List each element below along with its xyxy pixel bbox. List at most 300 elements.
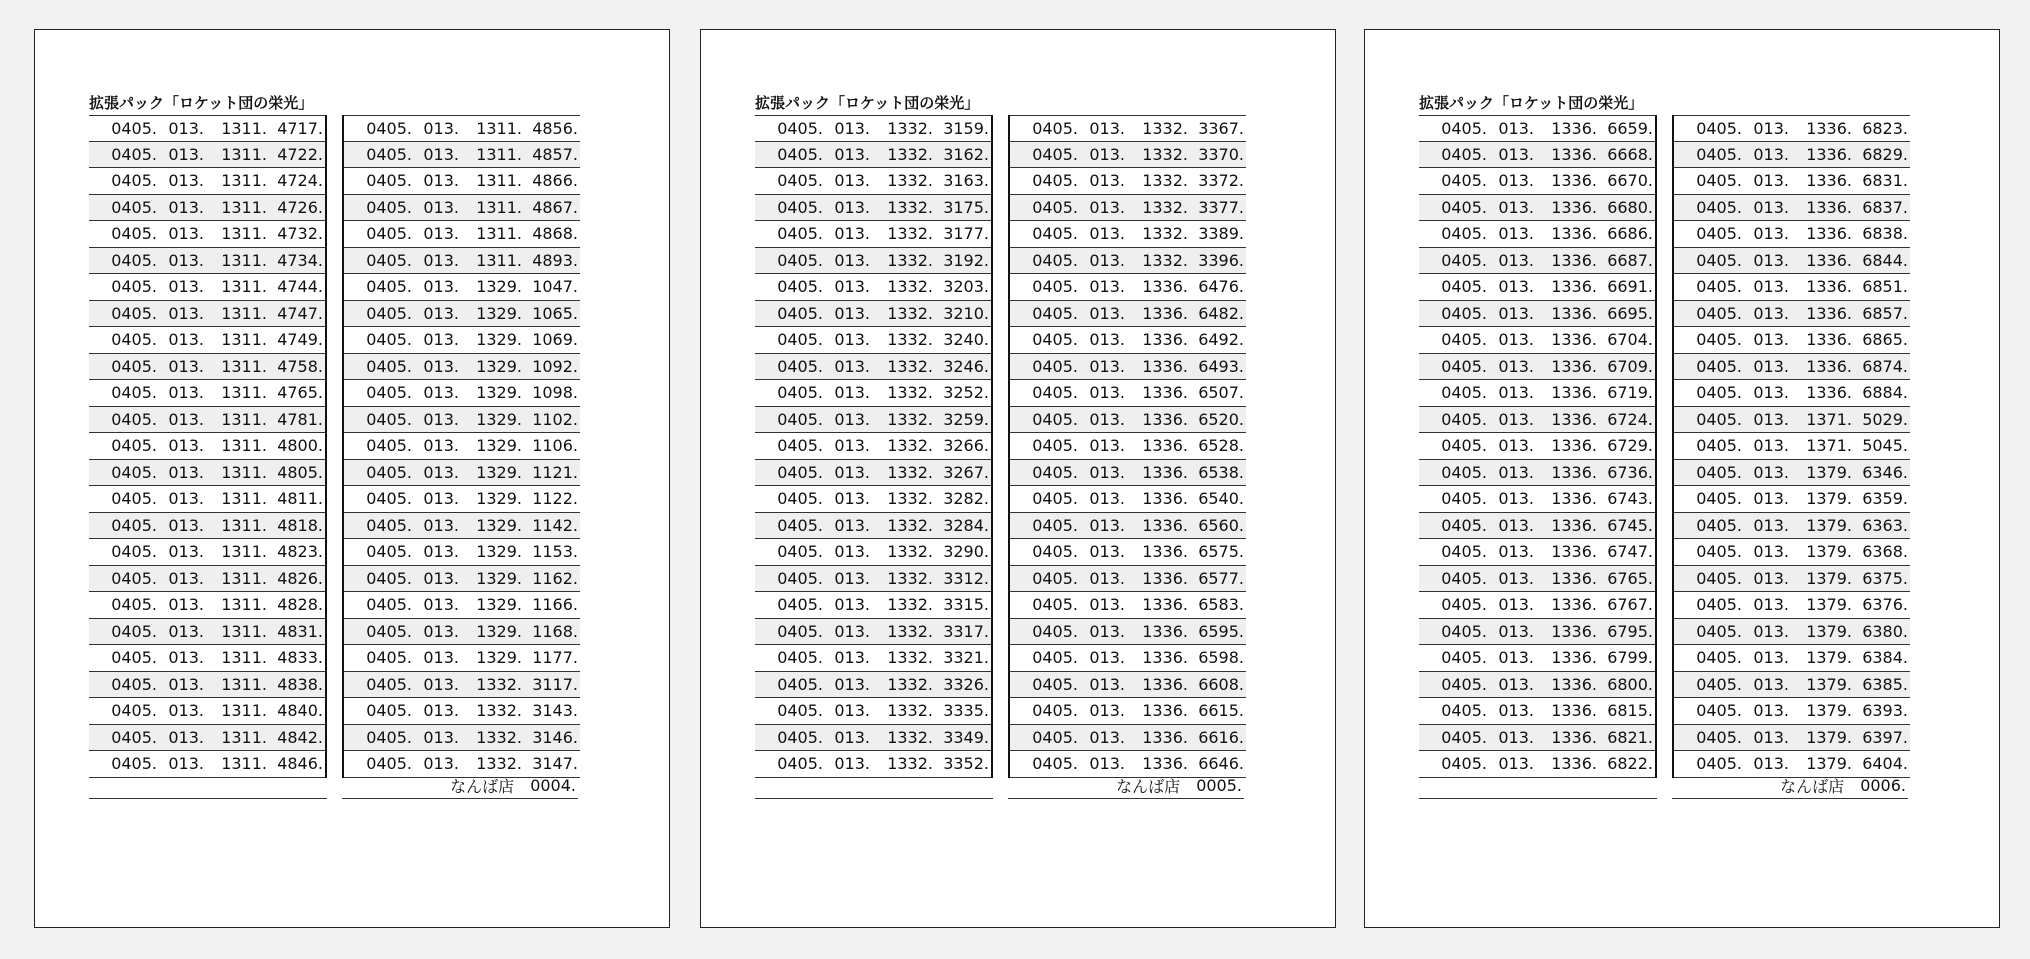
table-row	[89, 486, 325, 513]
code-segment-3: 1336.	[1551, 727, 1597, 747]
code-segment-4: 3240.	[943, 330, 989, 350]
code-segment-1: 0405.	[1696, 144, 1742, 164]
table-row	[1674, 592, 1910, 619]
table-row	[89, 248, 325, 275]
code-segment-1: 0405.	[1032, 171, 1078, 191]
code-segment-2: 013.	[834, 250, 870, 270]
code-segment-4: 1168.	[532, 621, 578, 641]
code-segment-1: 0405.	[366, 330, 412, 350]
code-segment-4: 6375.	[1862, 568, 1908, 588]
code-segment-1: 0405.	[777, 409, 823, 429]
code-segment-2: 013.	[168, 621, 204, 641]
table-row	[89, 725, 325, 752]
code-segment-2: 013.	[834, 356, 870, 376]
code-segment-4: 6615.	[1198, 701, 1244, 721]
code-segment-2: 013.	[168, 568, 204, 588]
code-segment-3: 1336.	[1142, 277, 1188, 297]
code-segment-2: 013.	[1753, 674, 1789, 694]
table-row	[1674, 301, 1910, 328]
code-segment-3: 1332.	[887, 542, 933, 562]
code-segment-1: 0405.	[1441, 621, 1487, 641]
code-segment-1: 0405.	[1696, 197, 1742, 217]
table-row	[89, 407, 325, 434]
code-segment-4: 1153.	[532, 542, 578, 562]
code-segment-4: 1047.	[532, 277, 578, 297]
code-segment-3: 1311.	[221, 515, 267, 535]
code-segment-3: 1332.	[887, 330, 933, 350]
code-segment-4: 6346.	[1862, 462, 1908, 482]
sheet-page	[34, 29, 670, 928]
code-segment-2: 013.	[423, 409, 459, 429]
code-segment-4: 4857.	[532, 144, 578, 164]
code-segment-4: 6598.	[1198, 648, 1244, 668]
table-column-left	[1419, 115, 1657, 778]
table-row	[1419, 354, 1655, 381]
code-segment-1: 0405.	[1032, 595, 1078, 615]
code-segment-1: 0405.	[1696, 303, 1742, 323]
code-segment-2: 013.	[1753, 595, 1789, 615]
code-segment-3: 1332.	[887, 197, 933, 217]
code-segment-4: 3326.	[943, 674, 989, 694]
table-row	[1419, 539, 1655, 566]
code-segment-4: 6476.	[1198, 277, 1244, 297]
code-segment-1: 0405.	[366, 250, 412, 270]
code-segment-2: 013.	[1498, 250, 1534, 270]
code-segment-1: 0405.	[111, 754, 157, 774]
code-segment-4: 6691.	[1607, 277, 1653, 297]
code-segment-4: 3312.	[943, 568, 989, 588]
code-segment-3: 1336.	[1806, 383, 1852, 403]
code-segment-2: 013.	[834, 224, 870, 244]
table-row	[1010, 566, 1246, 593]
table-row	[755, 115, 991, 142]
code-segment-4: 3162.	[943, 144, 989, 164]
table-row	[344, 327, 580, 354]
code-segment-4: 6724.	[1607, 409, 1653, 429]
table-row	[1419, 486, 1655, 513]
code-segment-4: 3367.	[1198, 118, 1244, 138]
code-segment-2: 013.	[1753, 250, 1789, 270]
code-segment-3: 1336.	[1142, 754, 1188, 774]
code-segment-3: 1329.	[476, 542, 522, 562]
code-segment-2: 013.	[168, 303, 204, 323]
code-segment-2: 013.	[168, 409, 204, 429]
code-segment-4: 3282.	[943, 489, 989, 509]
code-segment-1: 0405.	[366, 568, 412, 588]
code-segment-1: 0405.	[366, 144, 412, 164]
code-segment-4: 3210.	[943, 303, 989, 323]
code-segment-2: 013.	[834, 701, 870, 721]
table-row	[1674, 354, 1910, 381]
table-row	[344, 221, 580, 248]
code-segment-3: 1336.	[1806, 250, 1852, 270]
table-row	[1010, 698, 1246, 725]
code-segment-2: 013.	[423, 383, 459, 403]
code-segment-1: 0405.	[777, 224, 823, 244]
code-segment-4: 4840.	[277, 701, 323, 721]
code-segment-2: 013.	[1753, 542, 1789, 562]
code-segment-2: 013.	[1498, 197, 1534, 217]
code-segment-1: 0405.	[111, 171, 157, 191]
table-row	[1674, 380, 1910, 407]
code-segment-4: 4722.	[277, 144, 323, 164]
code-segment-1: 0405.	[1441, 356, 1487, 376]
code-segment-2: 013.	[834, 436, 870, 456]
code-segment-4: 3349.	[943, 727, 989, 747]
code-segment-1: 0405.	[1441, 409, 1487, 429]
code-segment-1: 0405.	[1441, 489, 1487, 509]
table-row	[1010, 221, 1246, 248]
table-row	[89, 566, 325, 593]
code-segment-3: 1311.	[221, 674, 267, 694]
code-segment-1: 0405.	[777, 250, 823, 270]
table-row	[1419, 168, 1655, 195]
code-segment-4: 6404.	[1862, 754, 1908, 774]
code-segment-3: 1379.	[1806, 568, 1852, 588]
code-segment-3: 1332.	[887, 383, 933, 403]
table-row	[1010, 672, 1246, 699]
code-segment-4: 6577.	[1198, 568, 1244, 588]
code-segment-4: 4828.	[277, 595, 323, 615]
code-segment-3: 1336.	[1142, 462, 1188, 482]
code-segment-3: 1332.	[887, 674, 933, 694]
code-segment-1: 0405.	[366, 303, 412, 323]
code-segment-3: 1336.	[1142, 515, 1188, 535]
table-row	[1674, 566, 1910, 593]
code-segment-3: 1311.	[476, 118, 522, 138]
code-segment-3: 1336.	[1806, 356, 1852, 376]
table-row	[344, 380, 580, 407]
code-segment-4: 6583.	[1198, 595, 1244, 615]
code-segment-4: 6363.	[1862, 515, 1908, 535]
code-segment-4: 5045.	[1862, 436, 1908, 456]
code-segment-4: 6874.	[1862, 356, 1908, 376]
table-row	[755, 407, 991, 434]
code-segment-3: 1332.	[887, 356, 933, 376]
table-row	[1010, 142, 1246, 169]
table-row	[755, 142, 991, 169]
table-row	[344, 539, 580, 566]
store-name: なんば店	[1116, 776, 1181, 796]
code-segment-1: 0405.	[1441, 224, 1487, 244]
table-row	[755, 248, 991, 275]
code-segment-2: 013.	[1753, 462, 1789, 482]
code-segment-3: 1329.	[476, 383, 522, 403]
code-segment-4: 4744.	[277, 277, 323, 297]
code-segment-4: 6829.	[1862, 144, 1908, 164]
code-segment-3: 1336.	[1142, 568, 1188, 588]
code-segment-2: 013.	[423, 277, 459, 297]
code-segment-4: 6729.	[1607, 436, 1653, 456]
code-segment-3: 1379.	[1806, 542, 1852, 562]
code-segment-3: 1336.	[1142, 621, 1188, 641]
code-segment-1: 0405.	[111, 515, 157, 535]
code-segment-4: 4781.	[277, 409, 323, 429]
table-row	[1010, 380, 1246, 407]
code-segment-4: 3175.	[943, 197, 989, 217]
code-segment-1: 0405.	[111, 303, 157, 323]
table-row	[755, 566, 991, 593]
table-row	[344, 513, 580, 540]
table-row	[1674, 460, 1910, 487]
code-segment-4: 6359.	[1862, 489, 1908, 509]
code-segment-1: 0405.	[777, 171, 823, 191]
code-segment-2: 013.	[1753, 489, 1789, 509]
table-row	[755, 274, 991, 301]
code-segment-1: 0405.	[366, 515, 412, 535]
table-row	[1674, 433, 1910, 460]
code-segment-1: 0405.	[111, 330, 157, 350]
table-row	[1010, 592, 1246, 619]
code-segment-1: 0405.	[777, 144, 823, 164]
code-segment-3: 1379.	[1806, 595, 1852, 615]
table-row	[1674, 539, 1910, 566]
code-segment-3: 1311.	[221, 118, 267, 138]
code-segment-1: 0405.	[777, 674, 823, 694]
code-segment-4: 1177.	[532, 648, 578, 668]
code-segment-2: 013.	[834, 621, 870, 641]
code-segment-2: 013.	[423, 171, 459, 191]
code-segment-4: 6668.	[1607, 144, 1653, 164]
code-segment-2: 013.	[423, 436, 459, 456]
code-segment-2: 013.	[423, 674, 459, 694]
code-segment-3: 1336.	[1142, 436, 1188, 456]
code-segment-1: 0405.	[777, 648, 823, 668]
code-segment-2: 013.	[168, 171, 204, 191]
code-segment-2: 013.	[1089, 303, 1125, 323]
code-segment-2: 013.	[1498, 568, 1534, 588]
code-segment-2: 013.	[168, 356, 204, 376]
table-row	[344, 248, 580, 275]
code-segment-4: 3377.	[1198, 197, 1244, 217]
code-segment-2: 013.	[1089, 118, 1125, 138]
table-row	[344, 645, 580, 672]
code-segment-1: 0405.	[1032, 727, 1078, 747]
code-segment-3: 1329.	[476, 356, 522, 376]
code-segment-2: 013.	[423, 303, 459, 323]
code-segment-2: 013.	[1753, 144, 1789, 164]
code-segment-4: 3266.	[943, 436, 989, 456]
table-row	[1010, 407, 1246, 434]
table-row	[89, 195, 325, 222]
code-segment-3: 1336.	[1142, 701, 1188, 721]
code-segment-4: 4868.	[532, 224, 578, 244]
code-segment-3: 1336.	[1551, 330, 1597, 350]
page-title: 拡張パック「ロケット団の栄光」	[89, 94, 314, 112]
code-segment-1: 0405.	[1032, 330, 1078, 350]
code-segment-3: 1336.	[1551, 118, 1597, 138]
code-segment-1: 0405.	[1032, 436, 1078, 456]
table-row	[1010, 645, 1246, 672]
code-segment-1: 0405.	[1696, 568, 1742, 588]
code-segment-1: 0405.	[1441, 648, 1487, 668]
table-row	[1674, 327, 1910, 354]
table-row	[89, 274, 325, 301]
code-segment-4: 6670.	[1607, 171, 1653, 191]
code-segment-1: 0405.	[1696, 674, 1742, 694]
table-row	[344, 433, 580, 460]
code-segment-1: 0405.	[366, 674, 412, 694]
code-segment-2: 013.	[423, 356, 459, 376]
code-segment-3: 1329.	[476, 489, 522, 509]
table-row	[755, 433, 991, 460]
code-segment-1: 0405.	[366, 754, 412, 774]
code-segment-4: 4800.	[277, 436, 323, 456]
code-segment-3: 1311.	[476, 224, 522, 244]
code-segment-2: 013.	[834, 727, 870, 747]
code-segment-4: 3159.	[943, 118, 989, 138]
code-segment-2: 013.	[834, 277, 870, 297]
code-segment-3: 1311.	[476, 171, 522, 191]
code-segment-4: 6540.	[1198, 489, 1244, 509]
table-row	[1419, 645, 1655, 672]
code-segment-4: 6616.	[1198, 727, 1244, 747]
code-segment-2: 013.	[1089, 621, 1125, 641]
code-segment-2: 013.	[168, 330, 204, 350]
page-title: 拡張パック「ロケット団の栄光」	[755, 94, 980, 112]
code-segment-1: 0405.	[1441, 462, 1487, 482]
code-segment-3: 1379.	[1806, 648, 1852, 668]
code-segment-2: 013.	[1089, 754, 1125, 774]
code-segment-2: 013.	[423, 197, 459, 217]
page-code: 0004.	[530, 775, 576, 795]
code-segment-4: 3143.	[532, 701, 578, 721]
code-segment-2: 013.	[1089, 224, 1125, 244]
code-segment-3: 1311.	[221, 303, 267, 323]
code-segment-4: 4826.	[277, 568, 323, 588]
code-segment-4: 6680.	[1607, 197, 1653, 217]
code-segment-4: 3284.	[943, 515, 989, 535]
code-segment-2: 013.	[834, 515, 870, 535]
code-segment-3: 1336.	[1142, 330, 1188, 350]
table-row	[755, 672, 991, 699]
code-segment-4: 5029.	[1862, 409, 1908, 429]
code-segment-2: 013.	[1498, 542, 1534, 562]
code-segment-1: 0405.	[1696, 330, 1742, 350]
code-segment-1: 0405.	[111, 144, 157, 164]
code-segment-1: 0405.	[111, 250, 157, 270]
table-row	[1010, 274, 1246, 301]
table-row	[89, 433, 325, 460]
code-segment-3: 1311.	[221, 171, 267, 191]
code-segment-4: 6765.	[1607, 568, 1653, 588]
code-segment-4: 4856.	[532, 118, 578, 138]
table-row	[89, 168, 325, 195]
table-row	[89, 592, 325, 619]
table-row	[1010, 619, 1246, 646]
code-segment-4: 3267.	[943, 462, 989, 482]
table-row	[1674, 698, 1910, 725]
code-segment-3: 1336.	[1551, 436, 1597, 456]
code-segment-3: 1311.	[221, 383, 267, 403]
code-segment-3: 1329.	[476, 409, 522, 429]
code-segment-4: 6482.	[1198, 303, 1244, 323]
table-row	[1674, 115, 1910, 142]
code-segment-2: 013.	[834, 595, 870, 615]
code-segment-3: 1311.	[221, 542, 267, 562]
code-segment-2: 013.	[1753, 701, 1789, 721]
code-segment-1: 0405.	[1032, 754, 1078, 774]
code-segment-1: 0405.	[366, 409, 412, 429]
code-segment-1: 0405.	[777, 542, 823, 562]
code-segment-3: 1332.	[887, 727, 933, 747]
code-segment-3: 1329.	[476, 648, 522, 668]
code-segment-2: 013.	[168, 515, 204, 535]
code-segment-1: 0405.	[1696, 595, 1742, 615]
code-segment-2: 013.	[1498, 462, 1534, 482]
code-segment-3: 1332.	[887, 515, 933, 535]
code-segment-1: 0405.	[1441, 568, 1487, 588]
code-segment-2: 013.	[1753, 277, 1789, 297]
table-row	[755, 354, 991, 381]
code-segment-2: 013.	[168, 383, 204, 403]
sheet-page	[1364, 29, 2000, 928]
code-segment-3: 1379.	[1806, 515, 1852, 535]
code-segment-4: 6384.	[1862, 648, 1908, 668]
code-segment-1: 0405.	[366, 462, 412, 482]
code-segment-3: 1332.	[476, 754, 522, 774]
code-segment-4: 6380.	[1862, 621, 1908, 641]
code-segment-4: 6397.	[1862, 727, 1908, 747]
code-segment-2: 013.	[423, 330, 459, 350]
code-segment-3: 1311.	[221, 144, 267, 164]
footer-rule-right	[1672, 798, 1908, 799]
code-segment-1: 0405.	[1696, 250, 1742, 270]
table-row	[1674, 486, 1910, 513]
code-segment-1: 0405.	[366, 224, 412, 244]
code-segment-4: 6815.	[1607, 701, 1653, 721]
table-row	[1010, 433, 1246, 460]
code-segment-3: 1336.	[1551, 542, 1597, 562]
table-row	[344, 195, 580, 222]
table-row	[1674, 619, 1910, 646]
table-column-right	[1008, 115, 1246, 778]
code-segment-1: 0405.	[366, 197, 412, 217]
code-segment-2: 013.	[1089, 171, 1125, 191]
code-segment-2: 013.	[1089, 489, 1125, 509]
code-segment-2: 013.	[1498, 409, 1534, 429]
code-segment-1: 0405.	[1696, 701, 1742, 721]
code-segment-4: 4846.	[277, 754, 323, 774]
code-segment-3: 1336.	[1142, 727, 1188, 747]
table-row	[1010, 195, 1246, 222]
code-segment-1: 0405.	[111, 356, 157, 376]
code-segment-3: 1329.	[476, 277, 522, 297]
code-segment-4: 6844.	[1862, 250, 1908, 270]
table-row	[1419, 221, 1655, 248]
code-segment-2: 013.	[1498, 144, 1534, 164]
code-segment-1: 0405.	[1032, 356, 1078, 376]
table-row	[1674, 248, 1910, 275]
code-segment-1: 0405.	[1032, 542, 1078, 562]
code-segment-3: 1371.	[1806, 436, 1852, 456]
code-segment-3: 1329.	[476, 568, 522, 588]
table-row	[1010, 248, 1246, 275]
code-segment-1: 0405.	[1441, 383, 1487, 403]
code-segment-2: 013.	[168, 727, 204, 747]
code-segment-1: 0405.	[1696, 648, 1742, 668]
code-segment-3: 1336.	[1806, 224, 1852, 244]
code-segment-2: 013.	[423, 595, 459, 615]
code-segment-2: 013.	[423, 489, 459, 509]
table-row	[344, 460, 580, 487]
code-segment-4: 1122.	[532, 489, 578, 509]
code-segment-4: 4732.	[277, 224, 323, 244]
table-column-left	[755, 115, 993, 778]
code-segment-2: 013.	[1498, 489, 1534, 509]
table-row	[89, 751, 325, 778]
code-segment-1: 0405.	[777, 727, 823, 747]
